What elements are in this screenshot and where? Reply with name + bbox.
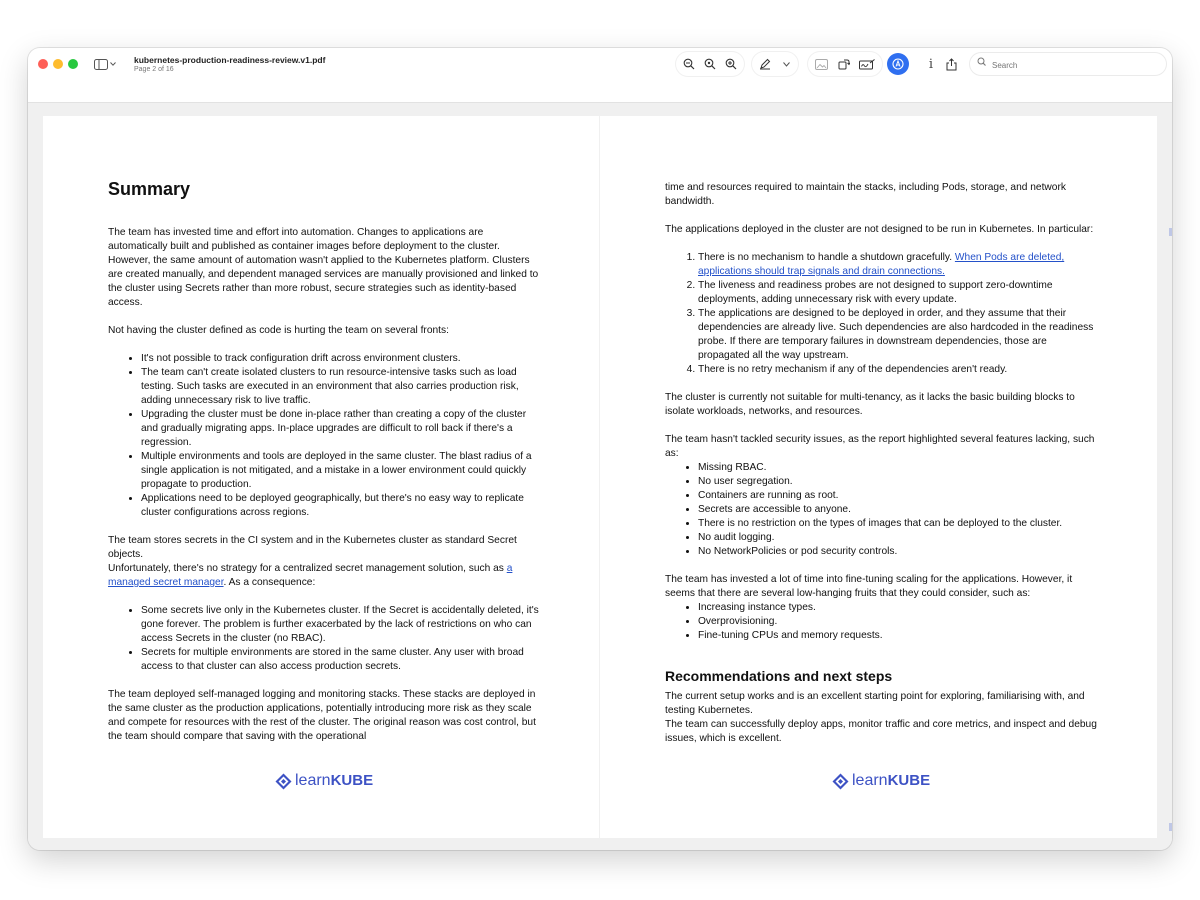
list-item: 2. The liveness and readiness probes are not designed to support zero-downtime deployments, adding unnecessary risk with every update. [698, 279, 1101, 307]
summary-heading: Summary [108, 179, 191, 199]
list-item: • Secrets for multiple environments are stored in the same cluster. Any user with broad access to that cluster can also access production secrets. [141, 646, 540, 674]
list-item: • Containers are running as root. [698, 489, 1101, 503]
chevron-down-icon [783, 62, 790, 67]
list-item: • No user segregation. [698, 475, 1101, 489]
zoom-out-button[interactable] [680, 54, 698, 74]
page-body [665, 181, 1101, 760]
logo-learn: learn [295, 772, 331, 789]
page-2 [43, 116, 599, 838]
paragraph: The team has invested a lot of time into fine-tuning scaling for the applications. However, it seems that there are several low-hanging fruits that they could consider, such as: [665, 574, 1073, 599]
logo-kube: KUBE [330, 772, 374, 789]
list-item: 4. There is no retry mechanism if any of the dependencies aren't ready. [698, 363, 1101, 377]
paragraph: The current setup works and is an excellent starting point for exploring, familiarising with, and testing Kubernetes. [665, 691, 1085, 716]
sign-button[interactable] [857, 54, 877, 74]
close-window-button[interactable] [38, 59, 48, 69]
chevron-down-icon [110, 62, 116, 66]
list-item: • Applications need to be deployed geographically, but there's no easy way to replicate cluster configurations across regions. [141, 492, 540, 520]
zoom-in-button[interactable] [722, 54, 740, 74]
learnkube-logo-icon [832, 773, 849, 790]
document-title: kubernetes-production-readiness-review.v1.pdf [134, 55, 326, 65]
paragraph: The applications deployed in the cluster are not designed to be run in Kubernetes. In particular: [665, 224, 1094, 235]
search-icon [977, 57, 988, 70]
secrets-risk-list [108, 604, 540, 674]
learnkube-logo [275, 772, 373, 790]
highlight-options-button[interactable] [780, 54, 792, 74]
title-bar [28, 48, 1172, 80]
list-item: • Increasing instance types. [698, 601, 1101, 615]
list-item: • Multiple environments and tools are deployed in the same cluster. The blast radius of a single application is not mitigated, and a mistake in a lower environment could quickly propagate to production. [141, 450, 540, 492]
zoom-fit-button[interactable] [701, 54, 719, 74]
rotate-icon [838, 58, 850, 70]
paragraph: The team has invested time and effort into automation. Changes to applications are automatically built and published as container images before deployment to the cluster. However, the same amount of automation wasn't applied to the Kubernetes platform. Clusters are created manually, and dependent managed services are manually provisioned and linked to the cluster using Secrets rather than more robust, secure strategies such as identity-based access. [108, 227, 539, 308]
list-item: • Upgrading the cluster must be done in-place rather than creating a copy of the cluster and gradually migrating apps. In-place upgrades are difficult to roll back if there's a regression. [141, 408, 540, 450]
share-icon [946, 58, 957, 71]
list-item: • No audit logging. [698, 531, 1101, 545]
logo-kube: KUBE [887, 772, 931, 789]
application-issues-list [665, 251, 1101, 377]
list-item: • Missing RBAC. [698, 461, 1101, 475]
learnkube-logo-icon [275, 773, 292, 790]
minimize-window-button[interactable] [53, 59, 63, 69]
rotate-button[interactable] [835, 54, 853, 74]
image-icon [815, 59, 828, 70]
markup-toolbar [28, 80, 1172, 103]
paragraph: Not having the cluster defined as code is hurting the team on several fronts: [108, 325, 449, 336]
document-view[interactable] [28, 103, 1172, 850]
list-item: • No NetworkPolicies or pod security controls. [698, 545, 1101, 559]
zoom-fit-icon [704, 58, 716, 70]
list-item: • It's not possible to track configuration drift across environment clusters. [141, 352, 540, 366]
scaling-list [665, 601, 1101, 643]
graceful-shutdown-link[interactable]: When Pods are deleted, applications should trap signals and drain connections. [698, 252, 1065, 277]
page-3 [600, 116, 1157, 838]
markup-icon [892, 58, 904, 70]
paragraph: The team can successfully deploy apps, monitor traffic and core metrics, and inspect and debug issues, which is excellent. [665, 719, 1097, 744]
share-button[interactable] [943, 54, 959, 74]
paragraph: The team hasn't tackled security issues, as the report highlighted several features lacking, such as: [665, 434, 1095, 459]
security-issues-list [665, 461, 1101, 559]
secret-manager-link[interactable]: a managed secret manager [108, 563, 513, 588]
learnkube-logo [832, 772, 930, 790]
page-indicator: Page 2 of 16 [134, 66, 174, 73]
zoom-out-icon [683, 58, 695, 70]
highlighter-icon [759, 58, 771, 70]
list-item: • Fine-tuning CPUs and memory requests. [698, 629, 1101, 643]
sidebar-toggle-button[interactable] [90, 54, 120, 74]
search-input[interactable] [990, 56, 1164, 74]
logo-learn: learn [852, 772, 888, 789]
scroll-marker [1169, 228, 1172, 236]
list-item: • Secrets are accessible to anyone. [698, 503, 1101, 517]
paragraph: The team deployed self-managed logging and monitoring stacks. These stacks are deployed in the same cluster as the production applications, potentially introducing more risk as they scale and compete for resources with the rest of the cluster. The original reason was cost control, but the team should compare that saving with the operational [108, 689, 536, 742]
recommendations-heading: Recommendations and next steps [665, 668, 893, 684]
highlight-button[interactable] [757, 54, 773, 74]
info-icon: i [928, 56, 934, 72]
sidebar-icon [94, 59, 108, 70]
preview-window [28, 48, 1172, 850]
info-button[interactable] [923, 54, 939, 74]
paragraph: time and resources required to maintain the stacks, including Pods, storage, and network bandwidth. [665, 182, 1066, 207]
insert-image-button[interactable] [812, 54, 830, 74]
list-item: • Overprovisioning. [698, 615, 1101, 629]
page-body [108, 226, 540, 758]
search-box [970, 53, 1166, 75]
drift-risk-list [108, 352, 540, 520]
markup-toggle-button[interactable] [887, 53, 909, 75]
zoom-window-button[interactable] [68, 59, 78, 69]
zoom-in-icon [725, 58, 737, 70]
paragraph: Unfortunately, there's no strategy for a centralized secret management solution, such as a managed secret manager. As a consequence: [108, 563, 513, 588]
list-item: 3. The applications are designed to be deployed in order, and they assume that their dependencies are already live. Such dependencies are also hardcoded in the readiness probe. If there are temporary failures in downstream dependencies, those are propagated all the way upstream. [698, 307, 1101, 363]
list-item: 1. There is no mechanism to handle a shutdown gracefully. When Pods are deleted, applications should trap signals and drain connections. [698, 251, 1101, 279]
list-item: • The team can't create isolated clusters to run resource-intensive tasks such as load testing. Such tasks are executed in an environment that also carries production risk, adding unnecessary risk to live traffic. [141, 366, 540, 408]
list-item: • Some secrets live only in the Kubernetes cluster. If the Secret is accidentally deleted, it's gone forever. The problem is further exacerbated by the lack of restrictions on who can access Secrets in the cluster (no RBAC). [141, 604, 540, 646]
scroll-marker [1169, 823, 1172, 831]
paragraph: The cluster is currently not suitable for multi-tenancy, as it lacks the basic building blocks to isolate workloads, networks, and resources. [665, 392, 1075, 417]
paragraph: The team stores secrets in the CI system and in the Kubernetes cluster as standard Secret objects. [108, 535, 517, 560]
signature-icon [859, 59, 875, 70]
list-item: • There is no restriction on the types of images that can be deployed to the cluster. [698, 517, 1101, 531]
